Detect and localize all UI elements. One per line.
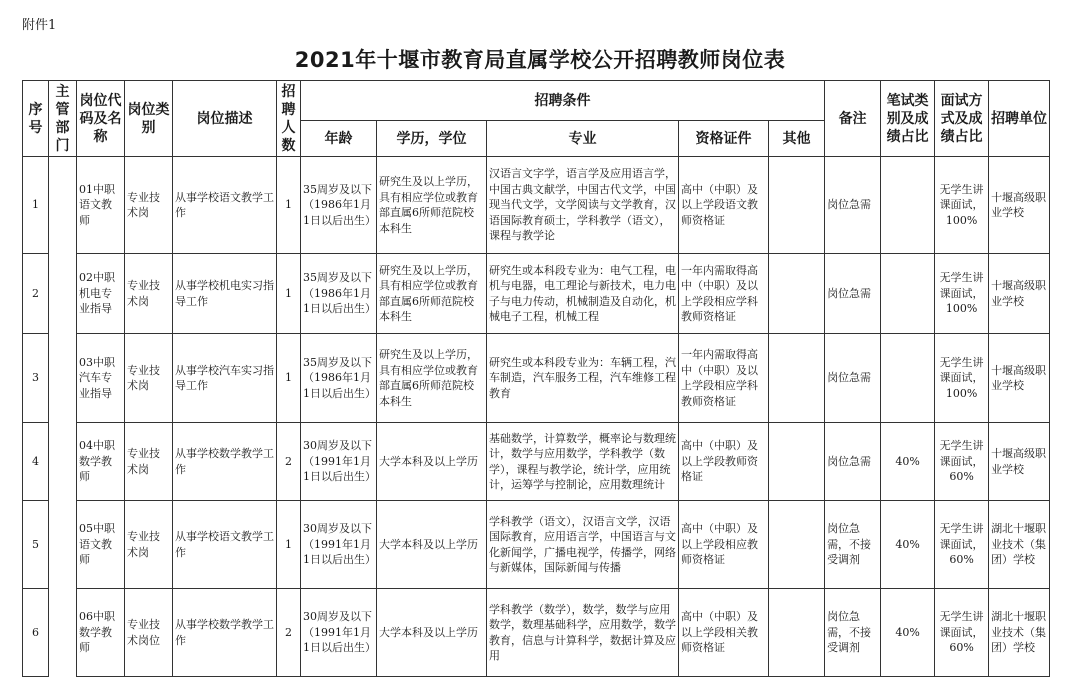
cell-desc: 从事学校汽车实习指导工作: [173, 334, 277, 423]
cell-count: 2: [277, 589, 301, 677]
header-count: 招聘人数: [277, 81, 301, 157]
cell-code: 03中职汽车专业指导: [77, 334, 125, 423]
cell-supervisor: [49, 423, 77, 501]
cell-seq: 1: [23, 157, 49, 254]
cell-major: 研究生或本科段专业为：车辆工程，汽车制造，汽车服务工程，汽车维修工程教育: [487, 334, 679, 423]
cell-written: 40%: [881, 423, 935, 501]
cell-supervisor: [49, 334, 77, 423]
cell-remark: 岗位急需: [825, 423, 881, 501]
cell-supervisor: [49, 157, 77, 254]
cell-age: 30周岁及以下（1991年1月1日以后出生）: [301, 589, 377, 677]
header-supervisor: 主管部门: [49, 81, 77, 157]
cell-other: [769, 157, 825, 254]
cell-supervisor: [49, 501, 77, 589]
cell-cert: 一年内需取得高中（中职）及以上学段相应学科教师资格证: [679, 334, 769, 423]
cell-code: 05中职语文教师: [77, 501, 125, 589]
cell-major: 学科教学（语文），汉语言文学，汉语国际教育，应用语言学，中国语言与文化新闻学，广播电视学，传播学，网络与新媒体，国际新闻与传播: [487, 501, 679, 589]
cell-written: [881, 157, 935, 254]
cell-seq: 3: [23, 334, 49, 423]
cell-edu: 大学本科及以上学历: [377, 501, 487, 589]
cell-seq: 5: [23, 501, 49, 589]
cell-seq: 4: [23, 423, 49, 501]
cell-interview: 无学生讲课面试，100%: [935, 334, 989, 423]
cell-code: 06中职数学教师: [77, 589, 125, 677]
cell-supervisor: [49, 589, 77, 677]
cell-written: [881, 254, 935, 334]
cell-desc: 从事学校数学教学工作: [173, 423, 277, 501]
cell-remark: 岗位急需，不接受调剂: [825, 501, 881, 589]
cell-unit: 十堰高级职业学校: [989, 334, 1050, 423]
cell-category: 专业技术岗: [125, 501, 173, 589]
cell-written: 40%: [881, 501, 935, 589]
recruitment-table: [22, 80, 1050, 677]
cell-cert: 高中（中职）及以上学段相关教师资格证: [679, 589, 769, 677]
cell-unit: 十堰高级职业学校: [989, 254, 1050, 334]
cell-category: 专业技术岗: [125, 423, 173, 501]
cell-count: 1: [277, 501, 301, 589]
cell-other: [769, 423, 825, 501]
table-row: [23, 501, 1050, 589]
cell-age: 35周岁及以下（1986年1月1日以后出生）: [301, 254, 377, 334]
cell-age: 35周岁及以下（1986年1月1日以后出生）: [301, 157, 377, 254]
header-cert: 资格证件: [679, 121, 769, 157]
cell-desc: 从事学校语文教学工作: [173, 157, 277, 254]
cell-interview: 无学生讲课面试，60%: [935, 501, 989, 589]
cell-edu: 研究生及以上学历，具有相应学位或教育部直属6所师范院校本科生: [377, 334, 487, 423]
cell-code: 04中职数学教师: [77, 423, 125, 501]
cell-edu: 大学本科及以上学历: [377, 423, 487, 501]
cell-interview: 无学生讲课面试，60%: [935, 589, 989, 677]
annex-label: 附件1: [22, 18, 57, 33]
cell-major: 研究生或本科段专业为：电气工程，电机与电器，电工理论与新技术，电力电子与电力传动，机械制造及自动化，机械电子工程，机械工程: [487, 254, 679, 334]
cell-other: [769, 334, 825, 423]
cell-edu: 大学本科及以上学历: [377, 589, 487, 677]
header-written: 笔试类别及成绩占比: [881, 81, 935, 157]
cell-seq: 2: [23, 254, 49, 334]
cell-remark: 岗位急需: [825, 334, 881, 423]
header-unit: 招聘单位: [989, 81, 1050, 157]
cell-desc: 从事学校数学教学工作: [173, 589, 277, 677]
cell-code: 01中职语文教师: [77, 157, 125, 254]
cell-interview: 无学生讲课面试，100%: [935, 254, 989, 334]
table-row: [23, 334, 1050, 423]
table-row: [23, 589, 1050, 677]
header-conditions: 招聘条件: [301, 81, 825, 121]
header-seq: 序号: [23, 81, 49, 157]
header-edu: 学历，学位: [377, 121, 487, 157]
cell-count: 1: [277, 157, 301, 254]
cell-other: [769, 254, 825, 334]
cell-major: 汉语言文字学，语言学及应用语言学，中国古典文献学，中国古代文学，中国现当代文学，文学阅读与文学教育，汉语国际教育硕士，学科教学（语文），课程与教学论: [487, 157, 679, 254]
header-category: 岗位类别: [125, 81, 173, 157]
header-age: 年龄: [301, 121, 377, 157]
cell-unit: 十堰高级职业学校: [989, 157, 1050, 254]
cell-cert: 高中（中职）及以上学段语文教师资格证: [679, 157, 769, 254]
page-title: 2021年十堰市教育局直属学校公开招聘教师岗位表: [294, 48, 786, 72]
cell-other: [769, 589, 825, 677]
cell-age: 30周岁及以下（1991年1月1日以后出生）: [301, 423, 377, 501]
cell-major: 基础数学，计算数学，概率论与数理统计，数学与应用数学，学科教学（数学），课程与教学论，统计学，应用统计，运筹学与控制论，应用数理统计: [487, 423, 679, 501]
cell-count: 1: [277, 254, 301, 334]
header-other: 其他: [769, 121, 825, 157]
cell-category: 专业技术岗: [125, 254, 173, 334]
cell-cert: 高中（中职）及以上学段相应教师资格证: [679, 501, 769, 589]
header-desc: 岗位描述: [173, 81, 277, 157]
cell-seq: 6: [23, 589, 49, 677]
cell-edu: 研究生及以上学历，具有相应学位或教育部直属6所师范院校本科生: [377, 157, 487, 254]
cell-unit: 十堰高级职业学校: [989, 423, 1050, 501]
cell-written: 40%: [881, 589, 935, 677]
cell-age: 30周岁及以下（1991年1月1日以后出生）: [301, 501, 377, 589]
header-code: 岗位代码及名称: [77, 81, 125, 157]
cell-category: 专业技术岗位: [125, 589, 173, 677]
cell-unit: 湖北十堰职业技术（集团）学校: [989, 589, 1050, 677]
header-major: 专业: [487, 121, 679, 157]
cell-desc: 从事学校语文教学工作: [173, 501, 277, 589]
table-row: [23, 254, 1050, 334]
cell-cert: 一年内需取得高中（中职）及以上学段相应学科教师资格证: [679, 254, 769, 334]
cell-supervisor: [49, 254, 77, 334]
cell-category: 专业技术岗: [125, 334, 173, 423]
cell-remark: 岗位急需，不接受调剂: [825, 589, 881, 677]
cell-remark: 岗位急需: [825, 157, 881, 254]
cell-unit: 湖北十堰职业技术（集团）学校: [989, 501, 1050, 589]
table-row: [23, 157, 1050, 254]
table-row: [23, 423, 1050, 501]
cell-count: 1: [277, 334, 301, 423]
cell-major: 学科教学（数学），数学，数学与应用数学，数理基础科学，应用数学，数学教育，信息与计算科学，数据计算及应用: [487, 589, 679, 677]
cell-category: 专业技术岗: [125, 157, 173, 254]
cell-other: [769, 501, 825, 589]
cell-interview: 无学生讲课面试，60%: [935, 423, 989, 501]
cell-desc: 从事学校机电实习指导工作: [173, 254, 277, 334]
cell-cert: 高中（中职）及以上学段教师资格证: [679, 423, 769, 501]
header-interview: 面试方式及成绩占比: [935, 81, 989, 157]
cell-interview: 无学生讲课面试，100%: [935, 157, 989, 254]
cell-remark: 岗位急需: [825, 254, 881, 334]
cell-count: 2: [277, 423, 301, 501]
cell-age: 35周岁及以下（1986年1月1日以后出生）: [301, 334, 377, 423]
header-remark: 备注: [825, 81, 881, 157]
cell-code: 02中职机电专业指导: [77, 254, 125, 334]
cell-written: [881, 334, 935, 423]
cell-edu: 研究生及以上学历，具有相应学位或教育部直属6所师范院校本科生: [377, 254, 487, 334]
